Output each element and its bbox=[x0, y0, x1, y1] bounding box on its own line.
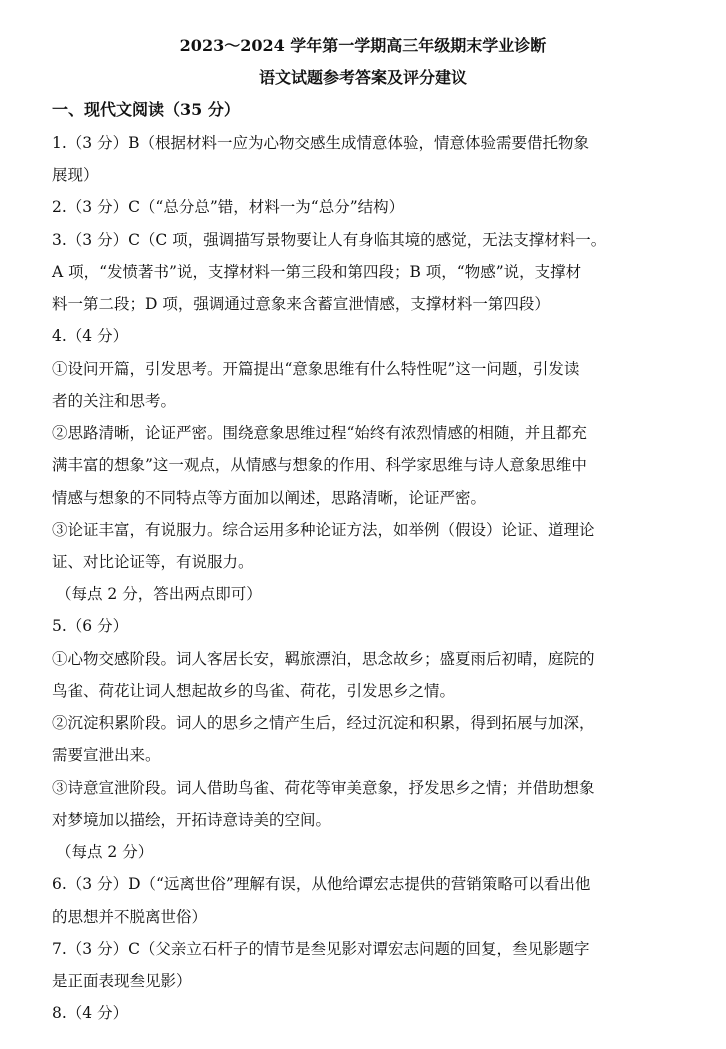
q5-line: 需要宣泄出来。 bbox=[52, 746, 161, 764]
q6-line: 6.（3 分）D（“远离世俗”理解有误，从他给谭宏志提供的营销策略可以看出他 bbox=[52, 875, 591, 893]
section-heading: 一、现代文阅读（35 分） bbox=[52, 100, 240, 119]
q4-line: 满丰富的想象”这一观点，从情感与想象的作用、科学家思维与诗人意象思维中 bbox=[52, 456, 587, 474]
q5-scoring-note: （每点 2 分） bbox=[56, 843, 154, 861]
q5-line: 对梦境加以描绘，开拓诗意诗美的空间。 bbox=[52, 811, 332, 829]
q7-line: 是正面表现叁见影） bbox=[52, 972, 192, 990]
q4-line: ②思路清晰，论证严密。围绕意象思维过程“始终有浓烈情感的相随，并且都充 bbox=[52, 424, 587, 442]
q5-line: ①心物交感阶段。词人客居长安，羁旅漂泊，思念故乡；盛夏雨后初晴，庭院的 bbox=[52, 650, 595, 668]
q4-line: ③论证丰富，有说服力。综合运用多种论证方法，如举例（假设）论证、道理论 bbox=[52, 521, 595, 539]
q1-line: 展现） bbox=[52, 166, 99, 184]
q4-scoring-note: （每点 2 分，答出两点即可） bbox=[56, 585, 262, 603]
q5-line: 鸟雀、荷花让词人想起故乡的鸟雀、荷花，引发思乡之情。 bbox=[52, 682, 456, 700]
document-title: 2023～2024 学年第一学期高三年级期末学业诊断 bbox=[179, 36, 547, 55]
q4-line: 情感与想象的不同特点等方面加以阐述，思路清晰，论证严密。 bbox=[52, 489, 487, 507]
q8-header: 8.（4 分） bbox=[52, 1004, 129, 1022]
q3-line: 3.（3 分）C（C 项，强调描写景物要让人有身临其境的感觉，无法支撑材料一。 bbox=[52, 231, 607, 249]
q1-line: 1.（3 分）B（根据材料一应为心物交感生成情意体验，情意体验需要借托物象 bbox=[52, 134, 589, 152]
q4-line: 证、对比论证等，有说服力。 bbox=[52, 553, 254, 571]
q3-line: A 项，“发愤著书”说，支撑材料一第三段和第四段；B 项，“物感”说，支撑材 bbox=[52, 263, 582, 281]
q7-line: 7.（3 分）C（父亲立石杆子的情节是叁见影对谭宏志问题的回复，叁见影题字 bbox=[52, 940, 590, 958]
q2-line: 2.（3 分）C（“总分总”错，材料一为“总分”结构） bbox=[52, 198, 405, 216]
q4-line: ①设问开篇，引发思考。开篇提出“意象思维有什么特性呢”这一问题，引发读 bbox=[52, 360, 580, 378]
q5-line: ③诗意宣泄阶段。词人借助鸟雀、荷花等审美意象，抒发思乡之情；并借助想象 bbox=[52, 779, 595, 797]
q3-line: 料一第二段；D 项，强调通过意象来含蓄宣泄情感，支撑材料一第四段） bbox=[52, 295, 550, 313]
q5-header: 5.（6 分） bbox=[52, 617, 129, 635]
document-subtitle: 语文试题参考答案及评分建议 bbox=[258, 68, 467, 87]
q4-line: 者的关注和思考。 bbox=[52, 392, 177, 410]
q4-header: 4.（4 分） bbox=[52, 327, 129, 345]
q5-line: ②沉淀积累阶段。词人的思乡之情产生后，经过沉淀和积累，得到拓展与加深， bbox=[52, 714, 595, 732]
q6-line: 的思想并不脱离世俗） bbox=[52, 908, 208, 926]
